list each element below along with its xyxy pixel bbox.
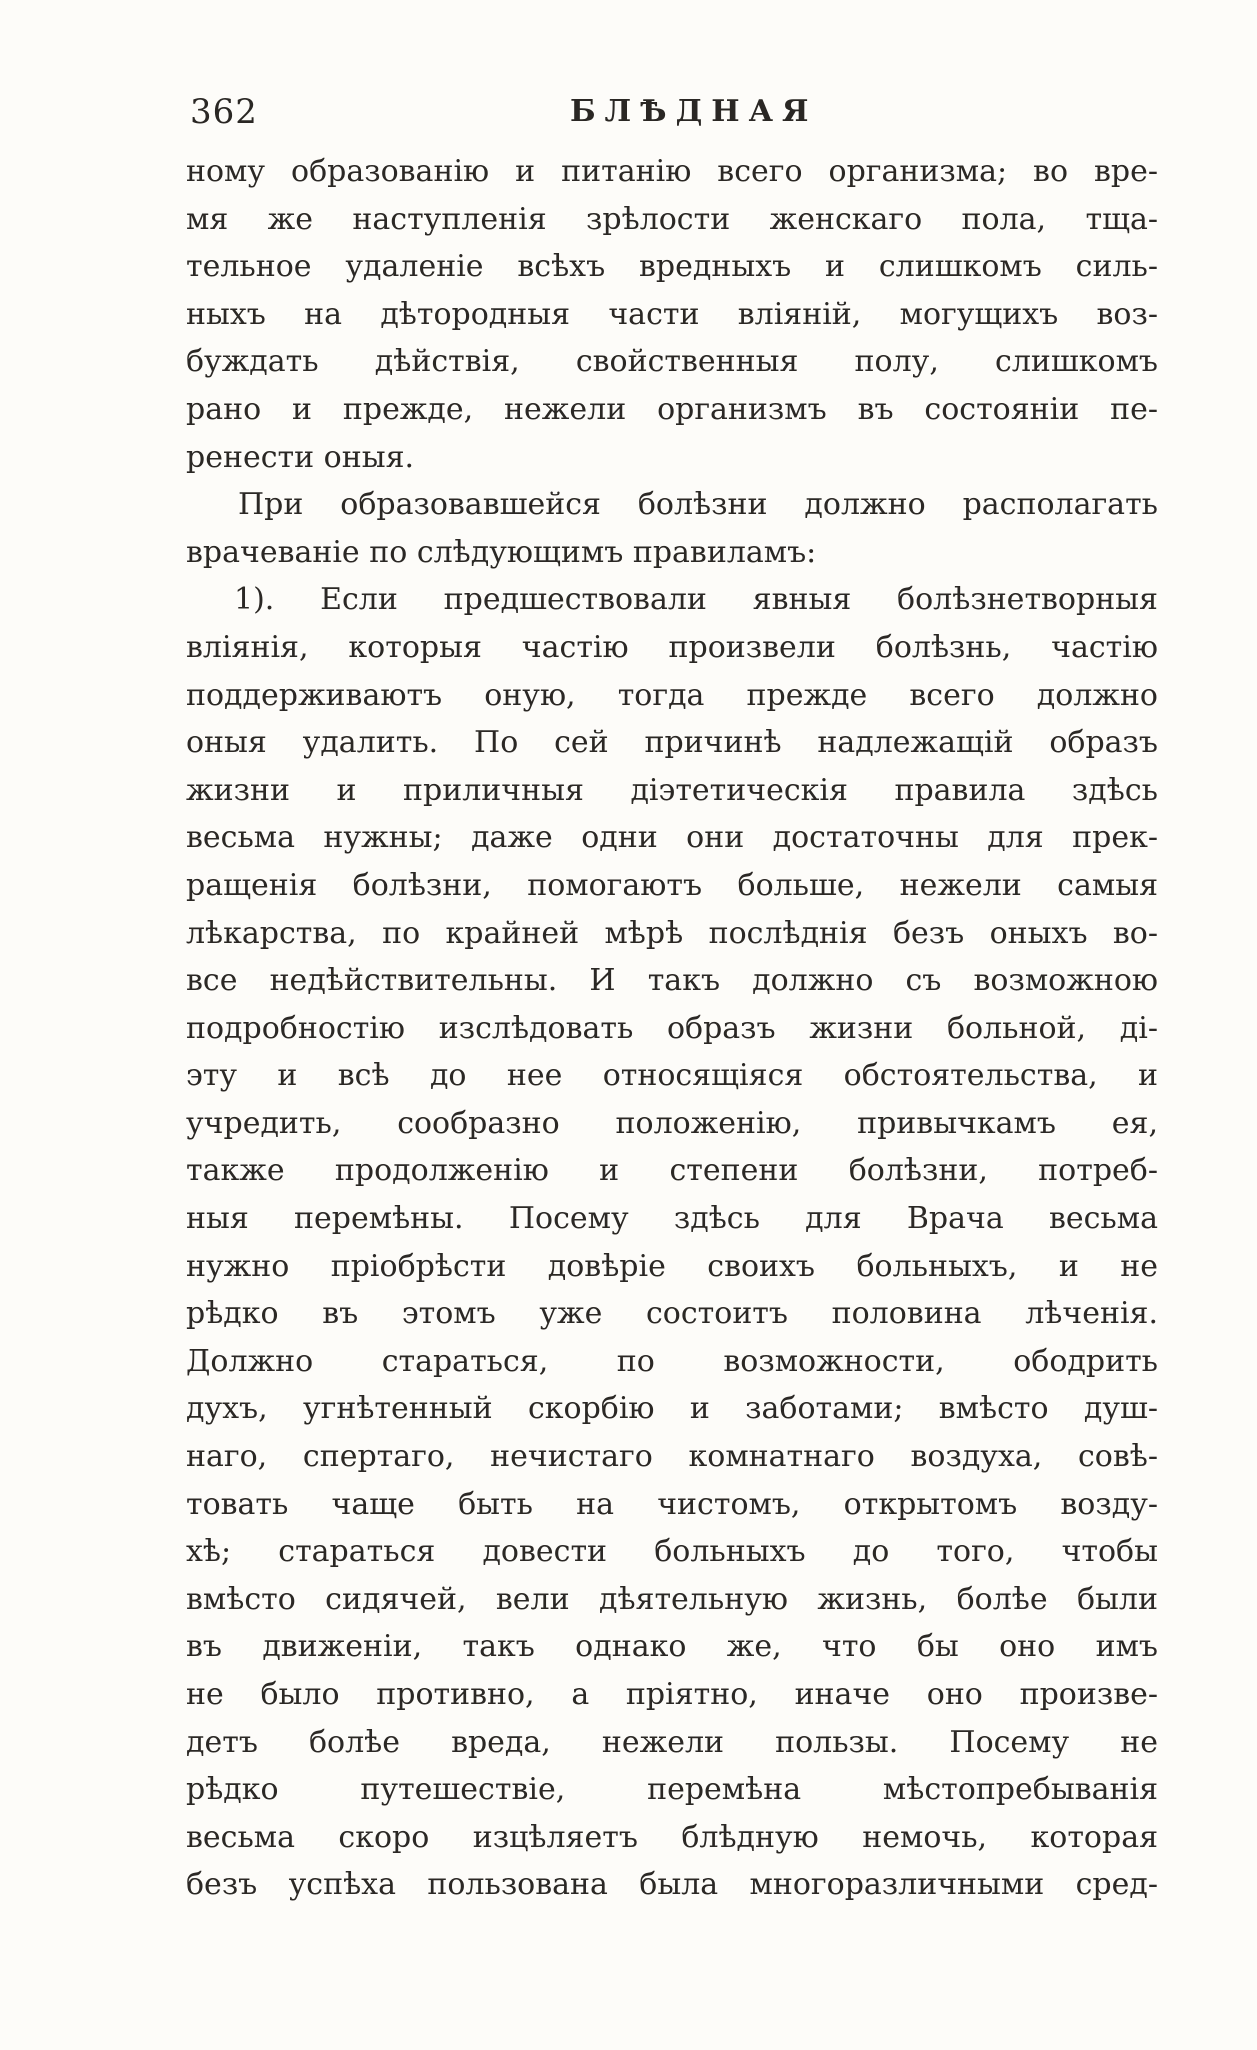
text-line: безъ успѣха пользована была многоразличными сред- xyxy=(186,1867,1158,1903)
text-line: врачеваніе по слѣдующимъ правиламъ: xyxy=(186,534,817,570)
text-line: При образовавшейся болѣзни должно располагать xyxy=(238,487,1158,523)
text-line: товать чаще быть на чистомъ, открытомъ возду- xyxy=(186,1486,1158,1522)
text-line: все недѣйствительны. И такъ должно съ возможною xyxy=(186,963,1158,999)
text-line: тельное удаленіе всѣхъ вредныхъ и слишкомъ силь- xyxy=(186,249,1158,285)
text-line: нужно пріобрѣсти довѣріе своихъ больныхъ, и не xyxy=(186,1248,1158,1284)
text-line: наго, спертаго, нечистаго комнатнаго воздуха, совѣ- xyxy=(186,1439,1158,1475)
text-line: мя же наступленія зрѣлости женскаго пола, тща- xyxy=(186,201,1158,237)
text-line: рано и прежде, нежели организмъ въ состояніи пе- xyxy=(186,391,1158,427)
text-line: ному образованію и питанію всего организма; во вре- xyxy=(186,154,1158,189)
text-line: вмѣсто сидячей, вели дѣятельную жизнь, болѣе были xyxy=(186,1581,1158,1617)
text-line: буждать дѣйствія, свойственныя полу, слишкомъ xyxy=(186,344,1158,380)
text-line: ныя перемѣны. Посему здѣсь для Врача весьма xyxy=(186,1201,1158,1237)
text-line: 1). Если предшествовали явныя болѣзнетворныя xyxy=(234,582,1158,618)
text-line: Должно стараться, по возможности, ободрить xyxy=(186,1343,1158,1379)
text-line: также продолженію и степени болѣзни, потреб- xyxy=(186,1153,1158,1189)
text-line: ныхъ на дѣтородныя части вліяній, могущихъ воз- xyxy=(186,296,1158,332)
text-line: детъ болѣе вреда, нежели пользы. Посему не xyxy=(186,1724,1158,1760)
text-line: хѣ; стараться довести больныхъ до того, чтобы xyxy=(186,1534,1158,1570)
page-header xyxy=(190,92,1154,132)
text-line: весьма нужны; даже одни они достаточны для прек- xyxy=(186,820,1158,856)
text-line: вліянія, которыя частію произвели болѣзнь, частію xyxy=(186,629,1158,665)
text-line: подробностію изслѣдовать образъ жизни больной, ді- xyxy=(186,1010,1158,1046)
text-line: поддерживаютъ оную, тогда прежде всего должно xyxy=(186,677,1158,713)
text-line: ращенія болѣзни, помогаютъ больше, нежели самыя xyxy=(186,867,1158,903)
text-line: оныя удалить. По сей причинѣ надлежащій образъ xyxy=(186,725,1158,761)
text-line: ренести оныя. xyxy=(186,439,415,475)
text-line: не было противно, а пріятно, иначе оно произве- xyxy=(186,1677,1158,1712)
page-number: 362 xyxy=(190,92,258,132)
running-head: БЛѢДНАЯ xyxy=(570,94,818,129)
text-line: эту и всѣ до нее относящіяся обстоятельства, и xyxy=(186,1058,1158,1094)
text-line: рѣдко путешествіе, перемѣна мѣстопребыванія xyxy=(186,1772,1158,1808)
text-line: лѣкарства, по крайней мѣрѣ послѣднія безъ оныхъ во- xyxy=(186,915,1158,951)
text-line: въ движеніи, такъ однако же, что бы оно имъ xyxy=(186,1629,1158,1665)
text-line: рѣдко въ этомъ уже состоитъ половина лѣченія. xyxy=(186,1296,1158,1332)
text-line: жизни и приличныя діэтетическія правила здѣсь xyxy=(186,772,1158,808)
body-text xyxy=(186,148,1158,1909)
text-line: учредить, сообразно положенію, привычкамъ ея, xyxy=(186,1105,1158,1141)
text-line: духъ, угнѣтенный скорбію и заботами; вмѣсто душ- xyxy=(186,1391,1158,1427)
text-line: весьма скоро изцѣляетъ блѣдную немочь, которая xyxy=(186,1819,1158,1855)
